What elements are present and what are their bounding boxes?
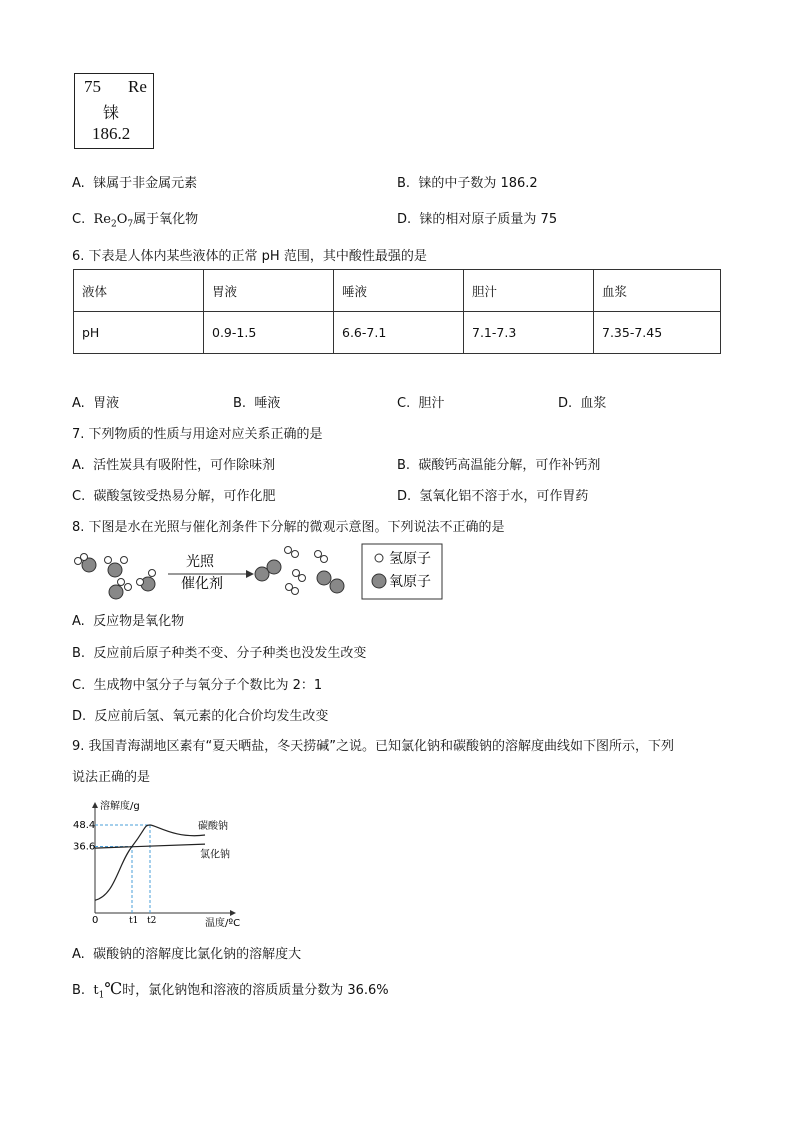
option-a[interactable]: A. 反应物是氧化物 [72, 614, 185, 629]
option-b[interactable]: B. 碳酸钙高温能分解，可作补钙剂 [397, 458, 601, 473]
question-6-stem: 6. 下表是人体内某些液体的正常 pH 范围，其中酸性最强的是 [72, 249, 427, 264]
table-cell: 6.6-7.1 [334, 312, 464, 354]
water-decomposition-diagram [66, 540, 456, 606]
question-9-stem: 9. 我国青海湖地区素有“夏天晒盐，冬天捞碱”之说。已知氯化钠和碳酸钠的溶解度曲线如下图所示，下列 [72, 739, 675, 754]
table-cell: 唾液 [334, 270, 464, 312]
arrow-icon [246, 570, 254, 578]
question-8-stem: 8. 下图是水在光照与催化剂条件下分解的微观示意图。下列说法不正确的是 [72, 520, 505, 535]
question-7-stem: 7. 下列物质的性质与用途对应关系正确的是 [72, 427, 323, 442]
option-c[interactable]: C. 生成物中氢分子与氧分子个数比为 2：1 [72, 678, 323, 693]
option-b[interactable]: B. 唾液 [233, 396, 281, 411]
option-d[interactable]: D. 铼的相对原子质量为 75 [397, 212, 558, 227]
option-a[interactable]: A. 胃液 [72, 396, 120, 411]
atomic-number: 75 [84, 77, 101, 96]
ph-table [73, 269, 721, 354]
option-c[interactable]: C. $Re_2O_7$属于氧化物 [72, 212, 199, 230]
x-tick-label: t1 [129, 916, 139, 926]
table-cell: 血浆 [594, 270, 721, 312]
option-b[interactable]: B. $t_1℃$时，氯化钠饱和溶液的溶质质量分数为 36.6% [72, 979, 389, 1001]
series-label: 氯化钠 [200, 849, 230, 861]
legend-oxygen: 氧原子 [389, 574, 431, 590]
temperature-t1: $t_1℃$ [93, 979, 123, 1001]
option-a[interactable]: A. 铼属于非金属元素 [72, 176, 198, 191]
option-b[interactable]: B. 反应前后原子种类不变、分子种类也没发生改变 [72, 646, 367, 661]
option-a[interactable]: A. 碳酸钠的溶解度比氯化钠的溶解度大 [72, 947, 302, 962]
table-cell: pH [74, 312, 204, 354]
solubility-chart [70, 795, 260, 930]
x-tick-label: t2 [147, 916, 157, 926]
option-d[interactable]: D. 血浆 [558, 396, 607, 411]
condition-catalyst: 催化剂 [181, 576, 223, 592]
atomic-mass: 186.2 [92, 124, 131, 143]
option-a[interactable]: A. 活性炭具有吸附性，可作除味剂 [72, 458, 276, 473]
table-cell: 胃液 [204, 270, 334, 312]
y-axis-label: 溶解度/g [100, 801, 140, 812]
table-cell: 0.9-1.5 [204, 312, 334, 354]
option-b[interactable]: B. 铼的中子数为 186.2 [397, 176, 538, 191]
option-d[interactable]: D. 氢氧化铝不溶于水，可作胃药 [397, 489, 589, 504]
table-cell: 7.35-7.45 [594, 312, 721, 354]
legend-hydrogen: 氢原子 [389, 551, 431, 567]
option-c[interactable]: C. 胆汁 [397, 396, 445, 411]
origin-label: 0 [92, 915, 99, 926]
question-9-stem-cont: 说法正确的是 [72, 770, 151, 785]
element-card [74, 73, 154, 149]
table-row [74, 270, 721, 312]
table-cell: 液体 [74, 270, 204, 312]
x-axis-label: 温度/ºC [205, 918, 241, 929]
element-name: 铼 [103, 103, 120, 122]
option-c[interactable]: C. 碳酸氢铵受热易分解，可作化肥 [72, 489, 276, 504]
element-symbol: Re [128, 77, 147, 96]
condition-light: 光照 [186, 554, 214, 570]
table-cell: 胆汁 [464, 270, 594, 312]
y-tick-label: 36.6 [73, 841, 96, 853]
y-tick-label: 48.4 [73, 820, 96, 831]
table-row [74, 312, 721, 354]
option-d[interactable]: D. 反应前后氢、氧元素的化合价均发生改变 [72, 709, 329, 724]
table-cell: 7.1-7.3 [464, 312, 594, 354]
series-label: 碳酸钠 [198, 821, 228, 832]
formula: $Re_2O_7$ [93, 212, 134, 230]
